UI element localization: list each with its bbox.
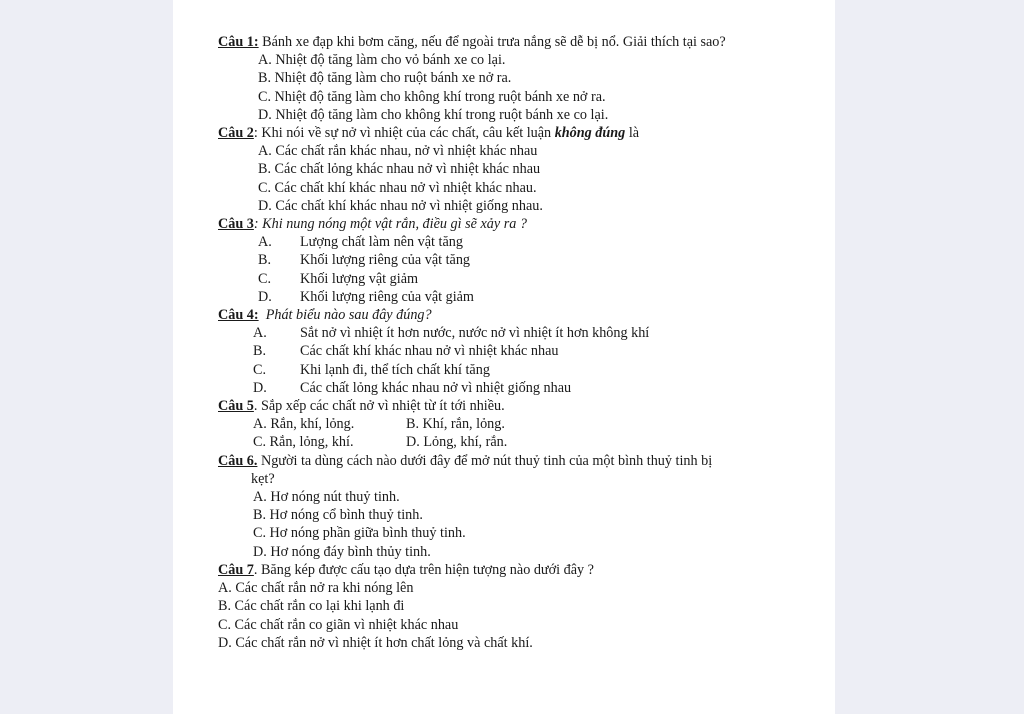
question-2: [218, 124, 788, 215]
option-letter: A.: [253, 325, 267, 342]
question-4-option-c: [218, 361, 788, 379]
question-7-stem: [218, 561, 788, 579]
option-letter: A.: [258, 234, 272, 251]
question-7-label: Câu 7: [218, 561, 254, 578]
question-4-stem: [218, 306, 788, 324]
option-text: Khối lượng vật giảm: [300, 270, 419, 287]
question-2-text-after: là: [625, 125, 640, 142]
question-4-option-d: [218, 379, 788, 397]
question-5-option-b: B. Khí, rắn, lỏng.: [406, 416, 505, 433]
question-1: [218, 33, 788, 124]
question-3-option-a: [218, 233, 788, 251]
question-2-option-b: B. Các chất lỏng khác nhau nở vì nhiệt khác nhau: [258, 161, 541, 178]
question-3-option-c: [218, 270, 788, 288]
question-3-stem: [218, 215, 788, 233]
question-3-option-d: [218, 288, 788, 306]
question-6-text-continued: kẹt?: [251, 470, 275, 487]
question-5-text: . Sắp xếp các chất nở vì nhiệt từ ít tới nhiều.: [253, 398, 505, 415]
option-letter: B.: [253, 343, 267, 360]
question-1-option-a: A. Nhiệt độ tăng làm cho vỏ bánh xe co lại.: [258, 52, 506, 69]
option-letter: C.: [253, 361, 267, 378]
question-6-option-d: D. Hơ nóng đáy bình thủy tinh.: [253, 543, 431, 560]
question-7-option-c: C. Các chất rắn co giãn vì nhiệt khác nhau: [218, 616, 459, 633]
question-1-stem: [218, 33, 788, 51]
question-6-option-a: A. Hơ nóng nút thuỷ tinh.: [253, 489, 400, 506]
question-1-option-d: D. Nhiệt độ tăng làm cho không khí trong ruột bánh xe co lại.: [258, 106, 609, 123]
question-4: [218, 306, 788, 397]
question-2-option-a: A. Các chất rắn khác nhau, nở vì nhiệt khác nhau: [258, 143, 538, 160]
option-text: Khối lượng riêng của vật tăng: [300, 252, 471, 269]
option-text: Sắt nở vì nhiệt ít hơn nước, nước nở vì nhiệt ít hơn không khí: [300, 325, 650, 342]
question-6-option-c: C. Hơ nóng phần giữa bình thuỷ tinh.: [253, 525, 466, 542]
question-2-option-d: D. Các chất khí khác nhau nở vì nhiệt giống nhau.: [258, 197, 543, 214]
question-2-stem: [218, 124, 788, 142]
question-3-option-b: [218, 251, 788, 269]
question-5-option-c: C. Rắn, lỏng, khí.: [253, 434, 354, 451]
question-6-stem: [218, 452, 788, 470]
question-6: [218, 452, 788, 561]
question-1-option-b: B. Nhiệt độ tăng làm cho ruột bánh xe nở ra.: [258, 70, 512, 87]
question-1-option-c: C. Nhiệt độ tăng làm cho không khí trong ruột bánh xe nở ra.: [258, 88, 606, 105]
option-text: Khối lượng riêng của vật giảm: [300, 288, 474, 305]
option-letter: B.: [258, 252, 272, 269]
question-5-options-row-2: [218, 433, 788, 451]
question-5-stem: [218, 397, 788, 415]
question-3: [218, 215, 788, 306]
option-text: Lượng chất làm nên vật tăng: [300, 234, 463, 251]
option-text: Các chất lỏng khác nhau nở vì nhiệt giống nhau: [300, 379, 572, 396]
question-1-text: Bánh xe đạp khi bơm căng, nếu để ngoài trưa nắng sẽ dễ bị nổ. Giải thích tại sao?: [258, 34, 726, 50]
question-6-text: Người ta dùng cách nào dưới đây để mở nút thuỷ tinh của một bình thuỷ tinh bị: [257, 452, 713, 469]
option-text: Khi lạnh đi, thể tích chất khí tăng: [300, 361, 490, 378]
question-3-label: Câu 3: [218, 216, 254, 233]
question-4-option-a: [218, 324, 788, 342]
question-4-text: Phát biểu nào sau đây đúng?: [258, 307, 432, 324]
question-6-option-b: B. Hơ nóng cổ bình thuỷ tinh.: [253, 507, 423, 524]
option-text: Các chất khí khác nhau nở vì nhiệt khác nhau: [300, 343, 559, 360]
question-1-label: Câu 1:: [218, 34, 259, 50]
question-7-option-d: D. Các chất rắn nở vì nhiệt ít hơn chất lỏng và chất khí.: [218, 634, 533, 651]
question-3-text: : Khi nung nóng một vật rắn, điều gì sẽ xảy ra ?: [253, 216, 527, 233]
question-6-label: Câu 6.: [218, 452, 258, 469]
question-7-text: . Băng kép được cấu tạo dựa trên hiện tượng nào dưới đây ?: [253, 561, 594, 578]
question-5-option-d: D. Lỏng, khí, rắn.: [406, 434, 508, 451]
question-5: [218, 397, 788, 452]
question-7: [218, 561, 788, 652]
option-letter: C.: [258, 270, 272, 287]
document-content: [218, 33, 788, 652]
question-5-option-a: A. Rắn, khí, lỏng.: [253, 416, 355, 433]
option-letter: D.: [253, 379, 267, 396]
question-2-option-c: C. Các chất khí khác nhau nở vì nhiệt khác nhau.: [258, 179, 537, 196]
option-letter: D.: [258, 288, 272, 305]
question-7-option-b: B. Các chất rắn co lại khi lạnh đi: [218, 598, 405, 615]
question-5-options-row-1: [218, 415, 788, 433]
question-5-label: Câu 5: [218, 398, 254, 415]
question-2-emphasis: không đúng: [554, 125, 626, 142]
question-2-label: Câu 2: [218, 125, 254, 142]
question-7-option-a: A. Các chất rắn nở ra khi nóng lên: [218, 580, 414, 597]
question-4-option-b: [218, 342, 788, 360]
question-4-label: Câu 4:: [218, 307, 259, 324]
question-2-text: : Khi nói về sự nở vì nhiệt của các chất, câu kết luận: [253, 125, 555, 142]
document-page: [173, 0, 835, 714]
